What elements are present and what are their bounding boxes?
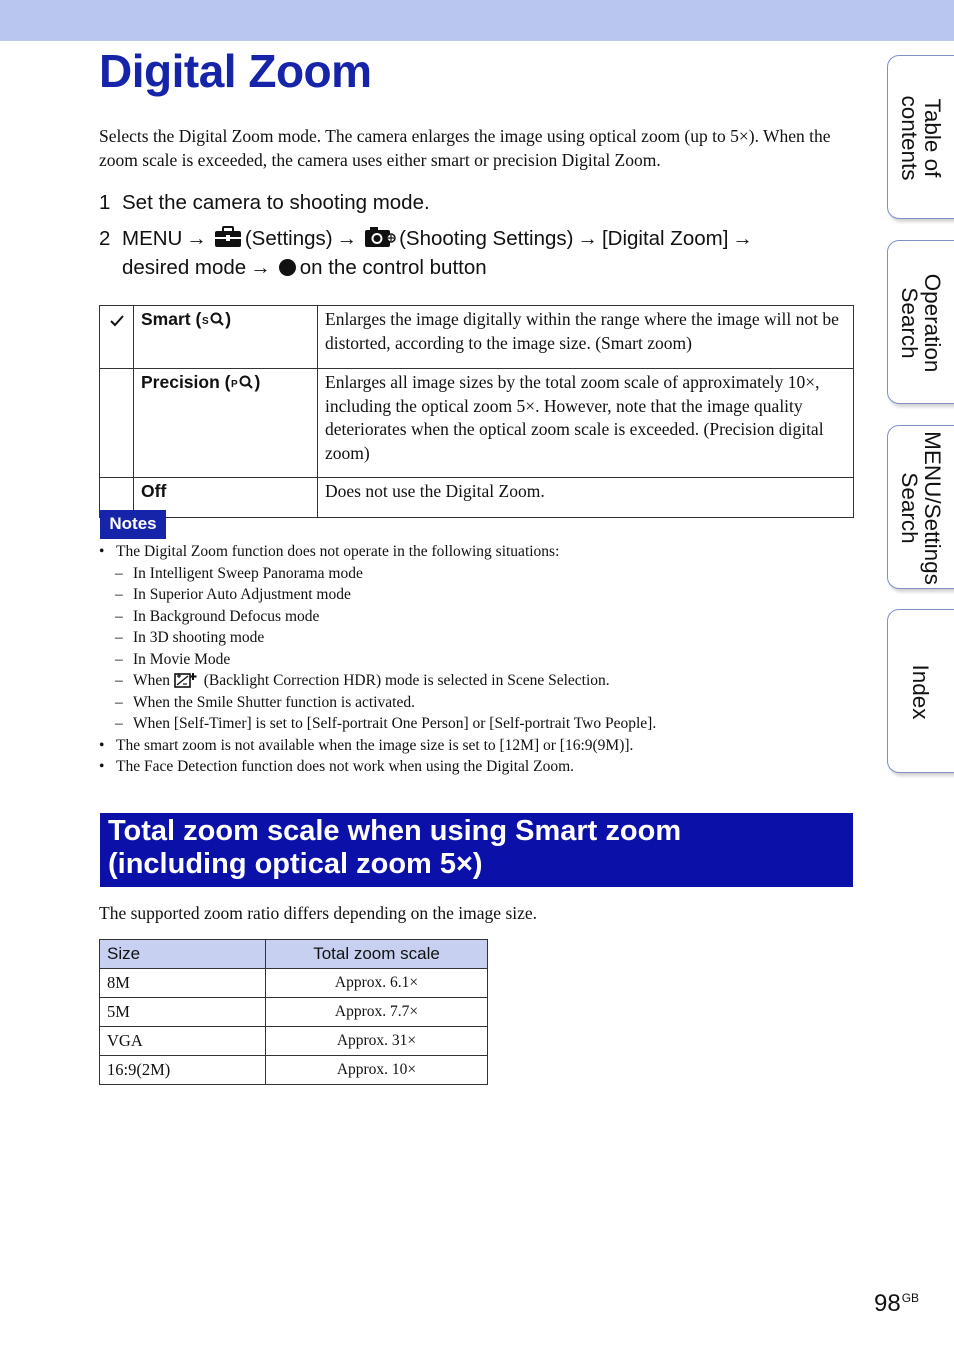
- tab-label: contents: [897, 95, 922, 181]
- mode-name: Precision ( P ): [134, 369, 318, 478]
- table-row: [100, 998, 488, 1027]
- digital-zoom-label: [Digital Zoom]: [601, 227, 729, 250]
- toolbox-icon: [214, 226, 242, 256]
- smart-zoom-icon: [201, 309, 225, 329]
- checkmark-icon: [109, 315, 125, 332]
- notes-list: [99, 541, 859, 778]
- tab-operation-search[interactable]: [887, 240, 954, 404]
- list-item: • The Digital Zoom function does not operate in the following situations:: [99, 541, 859, 563]
- tab-table-of-contents[interactable]: [887, 55, 954, 219]
- table-row: [100, 369, 854, 478]
- list-item: – In Intelligent Sweep Panorama mode: [99, 563, 859, 585]
- zoom-cell: Approx. 31×: [266, 1027, 488, 1056]
- table-row: [100, 478, 854, 518]
- table-row: [100, 306, 854, 369]
- list-item: • The smart zoom is not available when the image size is set to [12M] or [16:9(9M)].: [99, 735, 859, 757]
- section-heading-line: Total zoom scale when using Smart zoom: [108, 815, 682, 847]
- zoom-cell: Approx. 10×: [266, 1056, 488, 1085]
- list-item: – When the Smile Shutter function is activated.: [99, 692, 859, 714]
- table-row: [100, 969, 488, 998]
- size-cell: 16:9(2M): [100, 1056, 266, 1085]
- settings-label: (Settings): [244, 227, 333, 250]
- column-header: Total zoom scale: [266, 940, 488, 969]
- arrow-icon: →: [336, 227, 358, 250]
- notes-badge: Notes: [100, 510, 166, 539]
- page-number: $98^{GB}$: [874, 1290, 920, 1317]
- zoom-scale-table: [99, 939, 488, 1085]
- control-button-label: on the control button: [299, 256, 487, 279]
- tab-label: Search: [897, 472, 922, 544]
- tab-label: Operation: [920, 273, 945, 373]
- svg-text:S: S: [202, 316, 209, 327]
- section-heading: [100, 813, 853, 887]
- default-marker-cell: [100, 306, 134, 369]
- size-cell: 5M: [100, 998, 266, 1027]
- tab-label: MENU/Settings: [920, 431, 945, 585]
- size-cell: 8M: [100, 969, 266, 998]
- mode-name: Smart ( S ): [134, 306, 318, 369]
- supported-ratio-text: The supported zoom ratio differs depending on the image size.: [99, 903, 538, 923]
- tab-label: Index: [908, 664, 934, 720]
- table-row: [100, 1056, 488, 1085]
- top-bar: [0, 0, 954, 41]
- table-header-row: [100, 940, 488, 969]
- shooting-settings-label: (Shooting Settings): [399, 227, 574, 250]
- mode-description: Does not use the Digital Zoom.: [318, 478, 854, 518]
- menu-label: MENU: [122, 227, 183, 250]
- arrow-icon: →: [732, 227, 753, 250]
- list-item: • The Face Detection function does not work when using the Digital Zoom.: [99, 756, 859, 778]
- zoom-cell: Approx. 6.1×: [266, 969, 488, 998]
- step-number: 2: [99, 227, 111, 250]
- list-item: – When (Backlight Correction HDR) mode is selected in Scene Selection.: [99, 670, 859, 692]
- arrow-icon: →: [577, 227, 598, 250]
- arrow-icon: →: [186, 227, 207, 250]
- control-button-center-icon: [279, 259, 296, 276]
- zoom-cell: Approx. 7.7×: [266, 998, 488, 1027]
- list-item: – In Background Defocus mode: [99, 606, 859, 628]
- svg-text:P: P: [231, 379, 239, 390]
- backlight-hdr-icon: [174, 672, 200, 689]
- step-text: Set the camera to shooting mode.: [122, 191, 430, 214]
- tab-label: Search: [897, 287, 922, 359]
- list-item: – In Movie Mode: [99, 649, 859, 671]
- page-title: Digital Zoom: [99, 45, 372, 97]
- size-cell: VGA: [100, 1027, 266, 1056]
- tab-menu-settings-search[interactable]: [887, 425, 954, 589]
- camera-settings-icon: [364, 226, 396, 256]
- tab-index[interactable]: [887, 609, 954, 773]
- tab-label: Table of: [920, 98, 945, 178]
- mode-description: Enlarges all image sizes by the total zoom scale of approximately 10×, including the optical zoom 5×. However, note that the image quality deteriorates when the optical zoom scale is exceeded. (Precision digital zoom): [318, 369, 854, 478]
- mode-description: Enlarges the image digitally within the range where the image will not be distorted, according to the image size. (Smart zoom): [318, 306, 854, 369]
- section-heading-line: (including optical zoom 5×): [108, 848, 483, 880]
- arrow-icon: →: [250, 256, 271, 279]
- column-header: Size: [100, 940, 266, 969]
- digital-zoom-modes-table: [99, 305, 854, 518]
- step-number: 1: [99, 191, 111, 214]
- desired-mode-label: desired mode: [122, 256, 247, 279]
- list-item: – In Superior Auto Adjustment mode: [99, 584, 859, 606]
- step-text: [122, 253, 487, 282]
- list-item: – In 3D shooting mode: [99, 627, 859, 649]
- precision-zoom-icon: [230, 372, 254, 392]
- table-row: [100, 1027, 488, 1056]
- mode-name: Off: [134, 478, 318, 518]
- intro-text: Selects the Digital Zoom mode. The camera enlarges the image using optical zoom (up to 5×). When the zoom scale is exceeded, the camera uses either smart or precision Digital Zoom.: [99, 126, 831, 170]
- step-text: [122, 224, 757, 256]
- list-item: – When [Self-Timer] is set to [Self-portrait One Person] or [Self-portrait Two People].: [99, 713, 859, 735]
